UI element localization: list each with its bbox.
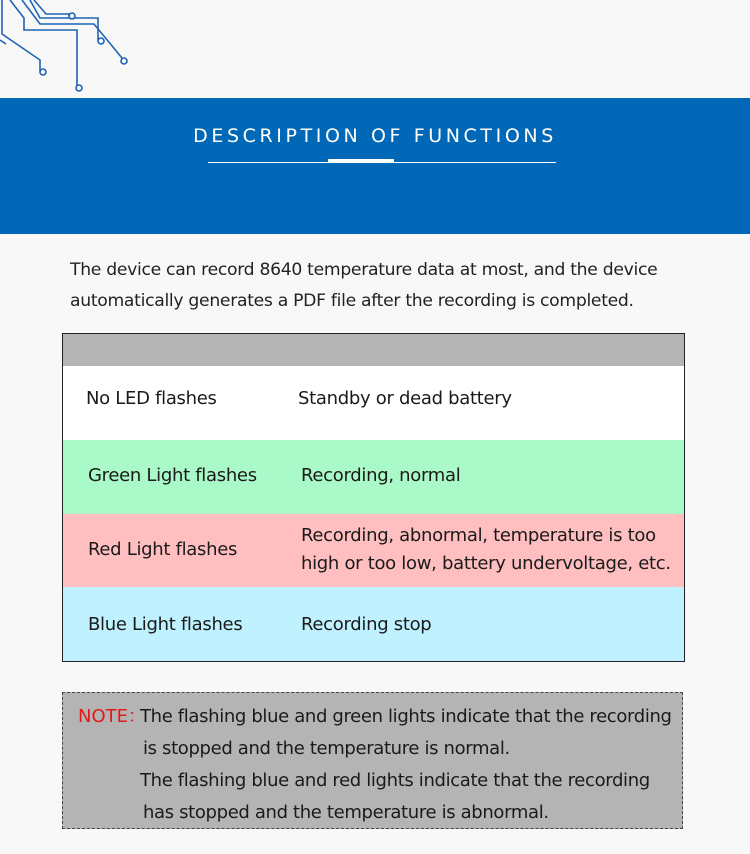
- section-banner: [0, 98, 750, 234]
- table-header: [63, 334, 684, 366]
- note-line: The flashing blue and green lights indicate that the recording is stopped and the temperature is normal.: [140, 706, 672, 759]
- table-row-no-led: [63, 366, 684, 440]
- table-row-red: [63, 514, 684, 587]
- note-text: [140, 701, 673, 829]
- led-indicator-label: Green Light flashes: [88, 465, 257, 486]
- circuit-lines-icon: [0, 0, 140, 98]
- led-meaning-label: Recording, normal: [301, 465, 461, 486]
- note-box: [62, 692, 683, 829]
- table-row-blue: [63, 587, 684, 661]
- led-indicator-label: Blue Light flashes: [88, 614, 243, 635]
- led-meaning-label: Recording, abnormal, temperature is too high or too low, battery undervoltage, etc.: [301, 525, 671, 574]
- note-line: The flashing blue and red lights indicate that the recording has stopped and the temperature is abnormal.: [140, 770, 650, 823]
- led-meaning-label: Recording stop: [301, 614, 432, 635]
- table-row-green: [63, 440, 684, 514]
- led-status-table: [62, 333, 685, 662]
- intro-paragraph: The device can record 8640 temperature data at most, and the device automatically generates a PDF file after the recording is completed.: [70, 260, 658, 311]
- note-label: NOTE：: [78, 706, 147, 727]
- section-title: DESCRIPTION OF FUNCTIONS: [193, 125, 557, 147]
- led-indicator-label: Red Light flashes: [88, 539, 238, 560]
- led-meaning-label: Standby or dead battery: [298, 388, 512, 409]
- title-underline-accent: [328, 159, 394, 163]
- led-indicator-label: No LED flashes: [86, 388, 217, 409]
